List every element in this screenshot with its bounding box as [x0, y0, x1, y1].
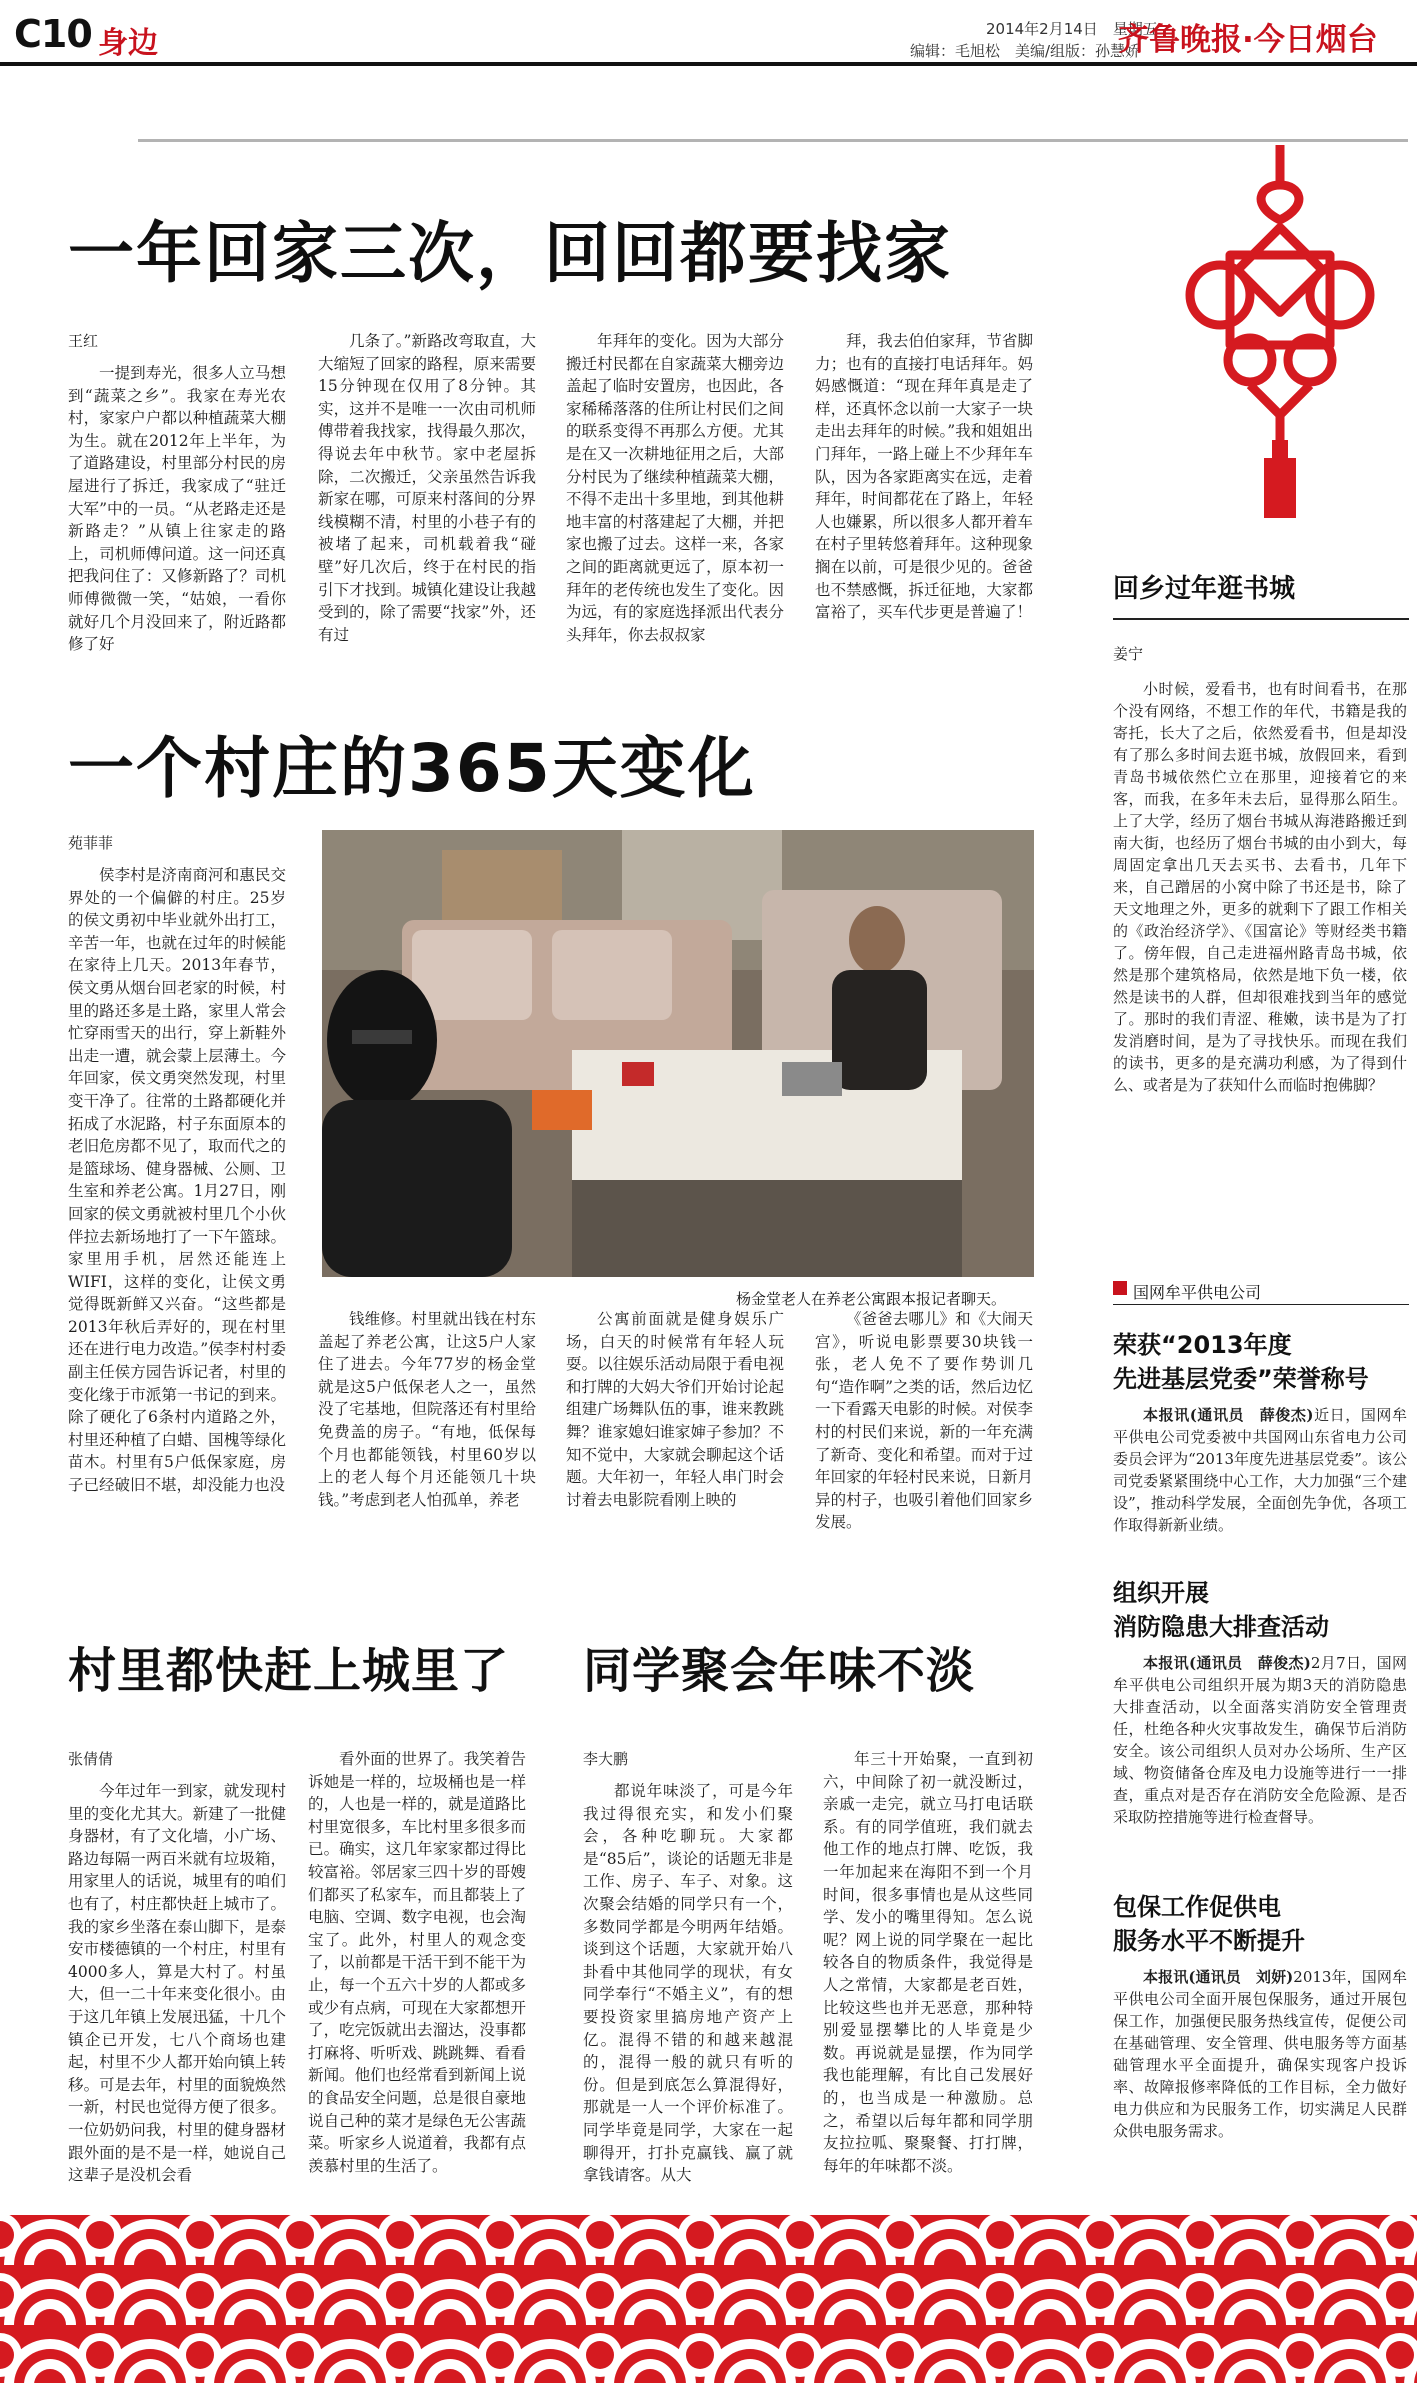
- article-1-col-2: 几条了。”新路改弯取直，大大缩短了回家的路程，原来需要15分钟现在仅用了8分钟。其实，这并不是唯一一次由司机师傅带着我找家，找得最久那次，得说去年中秋节。家中老屋拆除，二次搬迁，父亲虽然告诉我新家在哪，可原来村落间的分界线模糊不清，村里的小巷子有的被堵了起来，司机载着我“碰壁”好几次后，终于在村民的指引下才找到。城镇化建设让我越受到的，除了需要“找家”外，还有过: [318, 332, 536, 644]
- page-number: C10: [14, 12, 92, 56]
- article-3-col-1: 今年过年一到家，就发现村里的变化尤其大。新建了一批健身器材，有了文化墙，小广场、路边每隔一两百米就有垃圾箱，用家里人的话说，城里有的咱们也有了，村庄都快赶上城市了。我的家乡坐落在泰山脚下，是泰安市楼德镇的一个村庄，村里有4000多人，算是大村了。村虽大，但一二十年来变化很小。由于这几年镇上发展迅猛，十几个镇企已开发，七八个商场也建起，村里不少人都开始向镇上转移。可是去年，村里的面貌焕然一新，村民也觉得方便了很多。一位奶奶问我，村里的健身器材跟外面的是不是一样，她说自己这辈子是没机会看: [68, 1782, 286, 2185]
- company-marker: [1113, 1281, 1127, 1295]
- photo-caption: 杨金堂老人在养老公寓跟本报记者聊天。: [736, 1290, 1007, 1308]
- article-2-title: 一个村庄的365天变化: [68, 730, 756, 807]
- news-3-lead: 本报讯(通讯员 刘妍): [1143, 1968, 1294, 1986]
- article-1-col-1: 一提到寿光，很多人立马想到“蔬菜之乡”。我家在寿光农村，家家户户都以种植蔬菜大棚为生。就在2012年上半年，为了道路建设，村里部分村民的房屋进行了拆迁，我家成了“驻迁大军”中的一员。“从老路走还是新路走？”从镇上往家走的路上，司机师傅问道。这一问还真把我问住了：又修新路了？司机师傅微微一笑，“姑娘，一看你就好几个月没回来了，附近路都修了好: [68, 364, 286, 654]
- article-1-col-3: 年拜年的变化。因为大部分搬迁村民都在自家蔬菜大棚旁边盖起了临时安置房，也因此，各家稀稀落落的住所让村民们之间的联系变得不再那么方便。尤其是在又一次耕地征用之后，大部分村民为了继续种植蔬菜大棚，不得不走出十多里地，到其他耕地丰富的村落建起了大棚，并把家也搬了过去。这样一来，各家之间的距离就更远了，原本初一拜年的老传统也发生了变化。因为远，有的家庭选择派出代表分头拜年，你去叔叔家: [566, 332, 784, 644]
- article-1-author: 王红: [68, 332, 99, 350]
- news-3-title-line-1: 包保工作促供电: [1113, 1893, 1281, 1921]
- news-1-text: 近日，国网牟平供电公司党委被中共国网山东省电力公司委员会评为“2013年度先进基层党委”。该公司党委紧紧围绕中心工作，大力加强“三个建设”，推动科学发展，全面创先争优，各项工作取得新新业绩。: [1113, 1406, 1407, 1534]
- article-3-title: 村里都快赶上城里了: [68, 1643, 510, 1699]
- chinese-knot-icon: [1180, 145, 1380, 525]
- article-5-author: 姜宁: [1113, 645, 1144, 663]
- news-3-title: [1113, 1890, 1305, 1958]
- article-2-photo: [322, 830, 1034, 1277]
- photo-interview-scene: [322, 830, 1034, 1277]
- issue-date: 2014年2月14日 星期五: [986, 20, 1158, 38]
- news-2-title-line-2: 消防隐患大排查活动: [1113, 1613, 1329, 1641]
- section-title: 身边: [98, 26, 158, 61]
- news-2-text: 2月7日，国网牟平供电公司组织开展为期3天的消防隐患大排查活动，以全面落实消防安全管理责任，杜绝各种火灾事故发生，确保节后消防安全。该公司组织人员对办公场所、生产区域、物资储备仓库及电力设施等进行一一排查，重点对是否存在消防安全危险源、是否采取防控措施等进行检查督导。: [1113, 1654, 1407, 1826]
- article-3-col-2: 看外面的世界了。我笑着告诉她是一样的，垃圾桶也是一样的，人也是一样的，就是道路比村里宽很多，车比村里多很多而已。确实，这几年家家都过得比较富裕。邻居家三四十岁的哥嫂们都买了私家车，而且都装上了电脑、空调、数字电视，也会淘宝了。此外，村里人的观念变了，以前都是干活干到不能干为止，每一个五六十岁的人都或多或少有点病，可现在大家都想开了，吃完饭就出去溜达，没事都打麻将、听听戏、跳跳舞、看看新闻。他们也经常看到新闻上说的食品安全问题，总是很自豪地说自己种的菜才是绿色无公害蔬菜。听家乡人说道着，我都有点羡慕村里的生活了。: [308, 1750, 526, 2175]
- news-1-title: [1113, 1328, 1369, 1396]
- editor-credits: 编辑：毛旭松 美编/组版：孙慧娇: [910, 42, 1141, 60]
- news-1-body: [1113, 1404, 1407, 1574]
- news-3-title-line-2: 服务水平不断提升: [1113, 1927, 1305, 1955]
- article-1-col-4: 拜，我去伯伯家拜，节省脚力；也有的直接打电话拜年。妈妈感慨道：“现在拜年真是走了样，还真怀念以前一大家子一块走出去拜年的时候。”我和姐姐出门拜年，一路上碰上不少拜年车队，因为各家距离实在远，走着拜年，时间都花在了路上，年轻人也嫌累，所以很多人都开着车在村子里转悠着拜年。这种现象搁在以前，可是很少见的。爸爸也不禁感慨，拆迁征地，大家都富裕了，买车代步更是普遍了！: [815, 332, 1033, 622]
- article-4-title: 同学聚会年味不淡: [583, 1643, 976, 1699]
- article-5-rule: [1113, 618, 1409, 620]
- decorative-wave-border: [0, 2205, 1417, 2383]
- news-3-text: 2013年，国网牟平供电公司全面开展包保服务，通过开展包保工作，加强便民服务热线宣传，促便公司在基础管理、安全管理、供电服务等方面基础管理水平全面提升，确保实现客户投诉率、故障报修率降低的工作目标，全力做好电力供应和为民服务工作，切实满足人民群众供电服务需求。: [1113, 1968, 1407, 2140]
- article-2-col-2: 钱维修。村里就出钱在村东盖起了养老公寓，让这5户人家住了进去。今年77岁的杨金堂就是这5户低保老人之一，虽然没了宅基地，但院落还有村里给免费盖的房子。“有地，低保每个月也都能领钱，村里60岁以上的老人每个月还能领几十块钱。”考虑到老人怕孤单，养老: [318, 1310, 536, 1509]
- news-3-body: [1113, 1966, 1407, 2178]
- news-2-title-line-1: 组织开展: [1113, 1579, 1209, 1607]
- news-1-lead: 本报讯(通讯员 薛俊杰): [1143, 1406, 1314, 1424]
- article-3-author: 张倩倩: [68, 1750, 114, 1768]
- news-2-title: [1113, 1576, 1329, 1644]
- company-section-label: 国网牟平供电公司: [1133, 1283, 1262, 1302]
- article-1-title: 一年回家三次，回回都要找家: [68, 215, 952, 292]
- article-5-title: 回乡过年逛书城: [1113, 574, 1296, 604]
- company-rule: [1113, 1304, 1409, 1305]
- newspaper-brand: 齐鲁晚报·今日烟台: [1118, 22, 1378, 58]
- article-2-col-4: 《爸爸去哪儿》和《大闹天宫》，听说电影票要30块钱一张，老人免不了要作势训几句“造作啊”之类的话，然后边忆一下看露天电影的时候。对侯李村的村民们来说，新的一年充满了新奇、变化和希望。而对于过年回家的年轻村民来说，日新月异的村子，也吸引着他们回家乡发展。: [815, 1310, 1033, 1532]
- article-5-body: 小时候，爱看书，也有时间看书，在那个没有网络，不想工作的年代，书籍是我的寄托，长大了之后，依然爱看书，但是却没有了那么多时间去逛书城，放假回来，看到青岛书城依然伫立在那里，迎接着它的来客，而我，在多年未去后，显得那么陌生。上了大学，经历了烟台书城从海港路搬迁到南大街，也经历了烟台书城的由小到大，每周固定拿出几天去买书、去看书，几年下来，自己蹭居的小窝中除了书还是书，除了天文地理之外，更多的就剩下了跟工作相关的《政治经济学》、《国富论》等财经类书籍了。傍年假，自己走进福州路青岛书城，依然是那个建筑格局，依然是地下负一楼，依然是读书的人群，但却很难找到当年的感觉了。那时的我们青涩、稚嫩，读书是为了打发消磨时间，是为了寻找快乐。而现在我们的读书，更多的是充满功利感，为了得到什么、或者是为了获知什么而临时抱佛脚？: [1113, 680, 1407, 1094]
- article-4-author: 李大鹏: [583, 1750, 629, 1768]
- news-2-lead: 本报讯(通讯员 薛俊杰): [1143, 1654, 1311, 1672]
- article-4-col-1: 都说年味淡了，可是今年我过得很充实，和发小们聚会，各种吃聊玩。大家都是“85后”，谈论的话题无非是工作、房子、车子、对象。这次聚会结婚的同学只有一个，多数同学都是今明两年结婚。谈到这个话题，大家就开始八卦看中其他同学的现状，有女同学奉行“不婚主义”，有的想要投资家里搞房地产资产上亿。混得不错的和越来越混的，混得一般的就只有听的份。但是到底怎么算混得好，那就是一人一个评价标准了。同学毕竟是同学，大家在一起聊得开，打扑克赢钱、赢了就拿钱请客。从大: [583, 1782, 793, 2185]
- article-2-author: 苑菲菲: [68, 834, 114, 852]
- masthead-rule: [0, 62, 1417, 66]
- header-divider: [138, 139, 1408, 142]
- article-2-col-3: 公寓前面就是健身娱乐广场，白天的时候常有年轻人玩耍。以往娱乐活动局限于看电视和打牌的大妈大爷们开始讨论起组建广场舞队伍的事，谁来教跳舞？谁家媳妇谁家婶子参加？不知不觉中，大家就会聊起这个话题。大年初一，年轻人串门时会讨着去电影院看刚上映的: [566, 1310, 784, 1509]
- article-2-col-1: 侯李村是济南商河和惠民交界处的一个偏僻的村庄。25岁的侯文勇初中毕业就外出打工，辛苦一年，也就在过年的时候能在家待上几天。2013年春节，侯文勇从烟台回老家的时候，村里的路还多是土路，家里人常会忙穿雨雪天的出行，穿上新鞋外出走一遭，就会蒙上层薄土。今年回家，侯文勇突然发现，村里变干净了。往常的土路都硬化并拓成了水泥路，村子东面原本的老旧危房都不见了，取而代之的是篮球场、健身器械、公厕、卫生室和养老公寓。1月27日，刚回家的侯文勇就被村里几个小伙伴拉去新场地打了一下午篮球。家里用手机，居然还能连上WIFI，这样的变化，让侯文勇觉得既新鲜又兴奋。“这些都是2013年秋后弄好的，现在村里还在进行电力改造。”侯李村村委副主任侯方园告诉记者，村里的变化缘于市派第一书记的到来。除了硬化了6条村内道路之外，村里还种植了白蜡、国槐等绿化苗木。村里有5户低保家庭，房子已经破旧不堪，却没能力也没: [68, 866, 286, 1495]
- news-1-title-line-2: 先进基层党委”荣誉称号: [1113, 1365, 1369, 1393]
- news-1-title-line-1: 荣获“2013年度: [1113, 1331, 1292, 1359]
- news-2-body: [1113, 1652, 1407, 1878]
- article-4-col-2: 年三十开始聚，一直到初六，中间除了初一就没断过，亲戚一走完，就立马打电话联系。有的同学值班，我们就去他工作的地点打牌、吃饭，我一年加起来在海阳不到一个月时间，很多事情也是从这些同学、发小的嘴里得知。怎么说呢？网上说的同学聚在一起比较各自的物质条件，我觉得是人之常情，大家都是老百姓，比较这些也并无恶意，那种特别爱显摆攀比的人毕竟是少数。再说就是显摆，作为同学我也能理解，有比自己发展好的，也当成是一种激励。总之，希望以后每年都和同学朋友拉拉呱、聚聚餐、打打牌，每年的年味都不淡。: [823, 1750, 1033, 2175]
